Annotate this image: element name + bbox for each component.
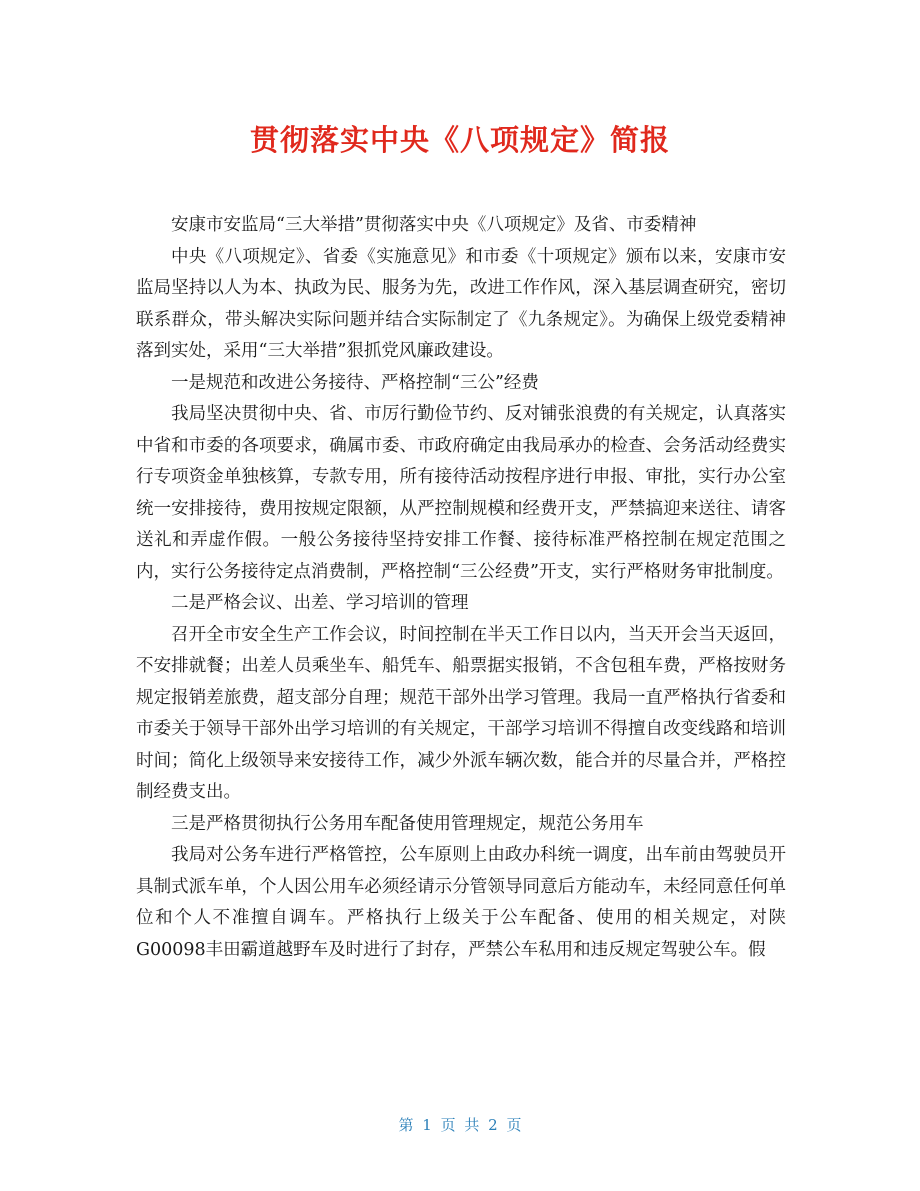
section-heading-1: 一是规范和改进公务接待、严格控制“三公”经费 xyxy=(171,372,539,393)
paragraph-section-3: 我局对公务车进行严格管控，公车原则上由政办科统一调度，出车前由驾驶员开具制式派车单，个人因公用车必须经请示分管领导同意后方能动车，未经同意任何单位和个人不准擅自调车。严格执行上级关于公车配备、使用的相关规定，对陕G00098丰田霸道越野车及时进行了封存，严禁公车私用和违反规定驾驶公车。假 xyxy=(136,845,786,960)
paragraph-section-1: 我局坚决贯彻中央、省、市厉行勤俭节约、反对铺张浪费的有关规定，认真落实中省和市委的各项要求，确属市委、市政府确定由我局承办的检查、会务活动经费实行专项资金单独核算，专款专用，所有接待活动按程序进行申报、审批，实行办公室统一安排接待，费用按规定限额，从严控制规模和经费开支，严禁搞迎来送往、请客送礼和弄虚作假。一般公务接待坚持安排工作餐、接待标准严格控制在规定范围之内，实行公务接待定点消费制，严格控制“三公经费”开支，实行严格财务审批制度。 xyxy=(136,404,786,582)
document-body xyxy=(136,210,786,966)
paragraph-subtitle: 安康市安监局“三大举措”贯彻落实中央《八项规定》及省、市委精神 xyxy=(171,215,697,235)
paragraph-intro: 中央《八项规定》、省委《实施意见》和市委《十项规定》颁布以来，安康市安监局坚持以人为本、执政为民、服务为先，改进工作作风，深入基层调查研究，密切联系群众，带头解决实际问题并结合实际制定了《九条规定》。为确保上级党委精神落到实处，采用“三大举措”狠抓党风廉政建设。 xyxy=(136,246,786,361)
section-heading-3: 三是严格贯彻执行公务用车配备使用管理规定，规范公务用车 xyxy=(171,813,644,834)
document-title: 贯彻落实中央《八项规定》简报 xyxy=(249,123,670,157)
section-heading-2: 二是严格会议、出差、学习培训的管理 xyxy=(171,593,469,613)
page-number-footer: 第 1 页 共 2 页 xyxy=(398,1116,522,1134)
paragraph-section-2: 召开全市安全生产工作会议，时间控制在半天工作日以内，当天开会当天返回，不安排就餐；出差人员乘坐车、船凭车、船票据实报销，不含包租车费，严格按财务规定报销差旅费，超支部分自理；规范干部外出学习管理。我局一直严格执行省委和市委关于领导干部外出学习培训的有关规定，干部学习培训不得擅自改变线路和培训时间；简化上级领导来安接待工作，减少外派车辆次数，能合并的尽量合并，严格控制经费支出。 xyxy=(136,624,786,802)
